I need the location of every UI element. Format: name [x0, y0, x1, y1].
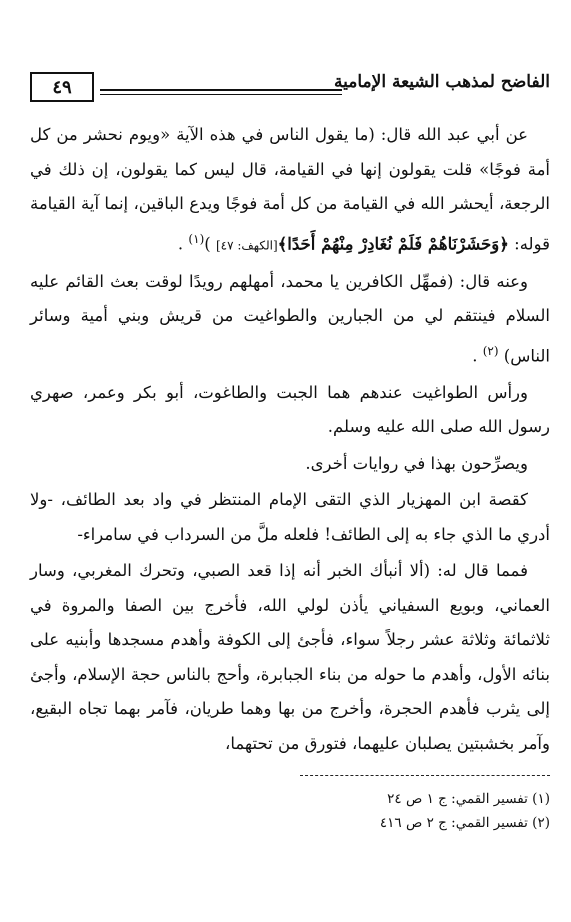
- paragraph-text: ): [204, 234, 216, 253]
- page-number: ٤٩: [30, 72, 94, 102]
- paragraph: ورأس الطواغيت عندهم هما الجبت والطاغوت، أبو بكر وعمر، صهري رسول الله صلى الله عليه وسلم.: [30, 382, 550, 436]
- footnote-item: (١) تفسير القمي: ج ١ ص ٢٤: [387, 791, 550, 807]
- paragraph-text: وعنه قال: (فمهِّل الكافرين يا محمد، أمهلهم رويدًا لوقت بعث القائم عليه السلام فينتقم لي من الجبارين والطواغيت من قريش وبني أمية وسائر الناس): [30, 271, 550, 365]
- running-title: الفاضح لمذهب الشيعة الإمامية: [333, 72, 550, 92]
- footnote-separator: [300, 775, 550, 776]
- paragraph: فمما قال له: (ألا أنبأك الخبر أنه إذا قعد الصبي، وتحرك المغربي، وسار العماني، وبويع السفياني يأذن لولي الله، فأخرج بين الصفا والمروة في ثلاثمائة وثلاثة عشر رجلاً سواء، فأجئ إلى الكوفة وأهدم مسجدها وأبنيه على بنائه الأول، وأهدم ما حوله من بناء الجبابرة، وأحج بالناس حجة الإسلام، وأجئ إلى يثرب فأهدم الحجرة، وأخرج من بها وهما طريان، فآمر بهما تجاه البقيع، وآمر بخشبتين يصلبان عليهما، فتورق من تحتهما،: [30, 561, 550, 753]
- header-rule-thin: [100, 94, 342, 95]
- verse-reference: [الكهف: ٤٧]: [215, 238, 278, 252]
- footnote-marker: (٢): [482, 343, 499, 358]
- paragraph: ويصرِّحون بهذا في روايات أخرى.: [305, 453, 528, 473]
- header-rule: [100, 89, 342, 91]
- paragraph-text: عن أبي عبد الله قال: (ما يقول الناس في هذه الآية «ويوم نحشر من كل أمة فوجًا» قلت يقولون إنها في القيامة، قال ليس كما يقولون، إن ذلك في الرجعة، أيحشر الله في القيامة من كل أمة فوجًا ويدع الباقين، إنما آية القيامة قوله:: [30, 125, 550, 253]
- page-header: [30, 70, 550, 106]
- quran-verse: ﴿وَحَشَرْنَاهُمْ فَلَمْ نُغَادِرْ مِنْهُمْ أَحَدًا﴾: [277, 234, 509, 253]
- main-text: [30, 118, 550, 763]
- paragraph: عن أبي عبد الله قال: (ما يقول الناس في هذه الآية «ويوم نحشر من كل أمة فوجًا» قلت يقولون إنها في القيامة، قال ليس كما يقولون، إن ذلك في الرجعة، أيحشر الله في القيامة من كل أمة فوجًا ويدع الباقين، إنما آية القيامة قوله: ﴿وَحَشَرْنَاهُمْ فَلَمْ نُغَادِرْ مِنْهُمْ أَحَدًا﴾[الكهف: ٤٧] )$^{(١)}$ .: [30, 125, 550, 253]
- paragraph: وعنه قال: (فمهِّل الكافرين يا محمد، أمهلهم رويدًا لوقت بعث القائم عليه السلام فينتقم لي من الجبارين والطواغيت من قريش وبني أمية وسائر الناس) $^{(٢)}$ .: [30, 271, 550, 365]
- footnotes: [250, 787, 550, 835]
- footnote-marker: (١): [188, 231, 205, 246]
- footnote-item: (٢) تفسير القمي: ج ٢ ص ٤١٦: [379, 815, 550, 831]
- paragraph: كقصة ابن المهزيار الذي التقى الإمام المنتظر في واد بعد الطائف، -ولا أدري ما الذي جاء به إلى الطائف! فلعله ملَّ من السرداب في سامراء-: [30, 490, 550, 544]
